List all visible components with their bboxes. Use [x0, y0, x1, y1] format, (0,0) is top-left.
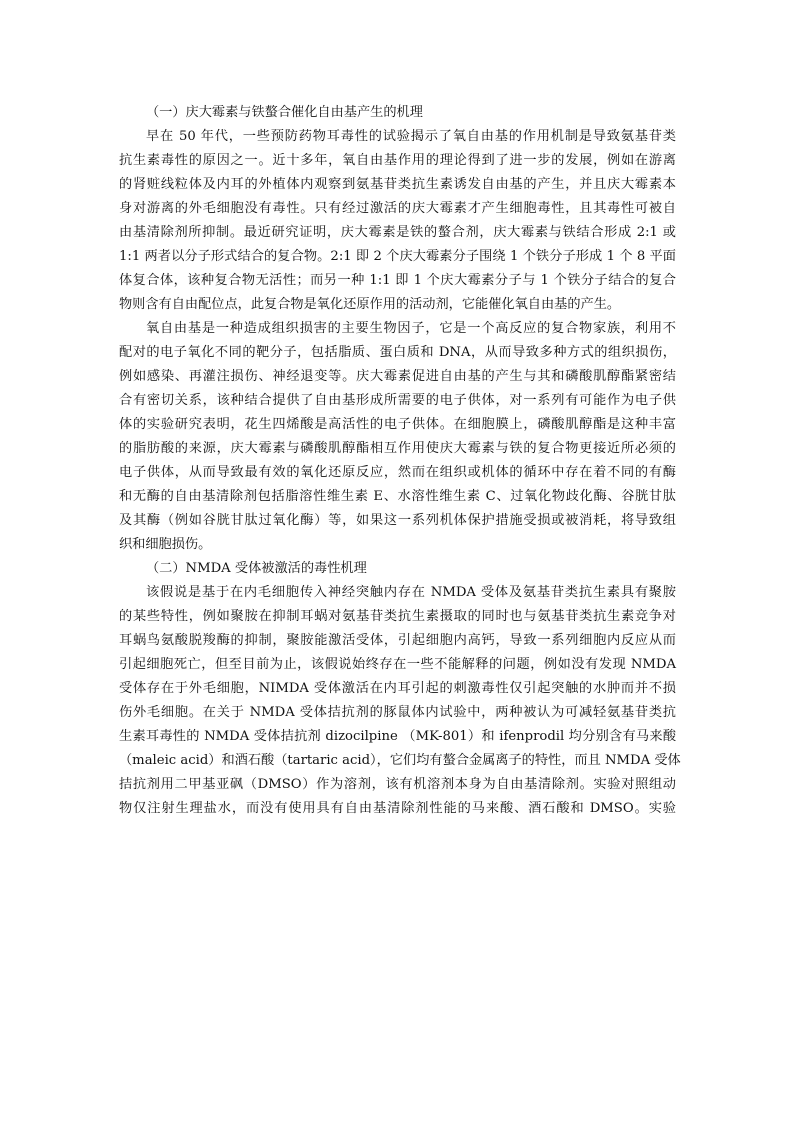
text-line: 伤外毛细胞。在关于 NMDA 受体拮抗剂的豚鼠体内试验中，两种被认为可减轻氨基苷类抗 [119, 705, 676, 720]
text-line: 早在 50 年代，一些预防药物耳毒性的试验揭示了氧自由基的作用机制是导致氨基苷类 [146, 129, 676, 144]
text-line: 生素耳毒性的 NMDA 受体拮抗剂 dizocilpine （MK-801）和 ifenprodil 均分别含有马来酸 [119, 729, 676, 744]
text-line: 抗生素毒性的原因之一。近十多年，氧自由基作用的理论得到了进一步的发展，例如在游离 [119, 153, 676, 168]
text-line: 的脂肪酸的来源，庆大霉素与磷酸肌醇酯相互作用使庆大霉素与铁的复合物更接近所必须的 [119, 441, 676, 456]
section-heading-2: （二）NMDA 受体被激活的毒性机理 [146, 561, 367, 576]
text-line: 及其酶（例如谷胱甘肽过氧化酶）等，如果这一系列机体保护措施受损或被消耗，将导致组 [119, 513, 676, 528]
text-line: （maleic acid）和酒石酸（tartaric acid），它们均有螯合金属离子的特性，而且 NMDA 受体 [119, 753, 681, 768]
text-line: 配对的电子氧化不同的靶分子，包括脂质、蛋白质和 DNA，从而导致多种方式的组织损伤， [119, 345, 676, 360]
text-line: 体复合体，该种复合物无活性；而另一种 1:1 即 1 个庆大霉素分子与 1 个铁分子结合的复合 [119, 273, 676, 288]
text-line: 电子供体，从而导致最有效的氧化还原反应，然而在组织或机体的循环中存在着不同的有酶 [119, 465, 676, 480]
text-line: 的某些特性，例如聚胺在抑制耳蜗对氨基苷类抗生素摄取的同时也与氨基苷类抗生素竞争对 [119, 609, 676, 624]
text-line: 的肾赃线粒体及内耳的外植体内观察到氨基苷类抗生素诱发自由基的产生，并且庆大霉素本 [119, 177, 676, 192]
text-line: 由基清除剂所抑制。最近研究证明，庆大霉素是铁的螯合剂，庆大霉素与铁结合形成 2:1 或 [119, 225, 676, 240]
text-line: 1:1 两者以分子形式结合的复合物。2:1 即 2 个庆大霉素分子围绕 1 个铁分子形成 1 个 8 平面 [119, 249, 676, 264]
text-line: 合有密切关系，该种结合提供了自由基形成所需要的电子供体，对一系列有可能作为电子供 [119, 393, 676, 408]
text-line: 受体存在于外毛细胞，NIMDA 受体激活在内耳引起的刺激毒性仅引起突触的水肿而并不损 [119, 681, 676, 696]
text-line: 织和细胞损伤。 [119, 537, 212, 552]
text-line: 和无酶的自由基清除剂包括脂溶性维生素 E、水溶性维生素 C、过氧化物歧化酶、谷胱甘肽 [119, 489, 676, 504]
paragraph-2 [119, 317, 676, 557]
text-line: 物仅注射生理盐水，而没有使用具有自由基清除剂性能的马来酸、酒石酸和 DMSO。实验 [119, 801, 676, 816]
document-page [119, 101, 681, 821]
text-line: 引起细胞死亡，但至目前为止，该假说始终存在一些不能解释的问题，例如没有发现 NMDA [119, 657, 676, 672]
text-line: 例如感染、再灌注损伤、神经退变等。庆大霉素促进自由基的产生与其和磷酸肌醇酯紧密结 [119, 369, 676, 384]
paragraph-3 [119, 581, 681, 821]
paragraph-1 [119, 125, 676, 317]
section-heading-1: （一）庆大霉素与铁螯合催化自由基产生的机理 [146, 105, 423, 120]
text-line: 体的实验研究表明，花生四烯酸是高活性的电子供体。在细胞膜上，磷酸肌醇酯是这种丰富 [119, 417, 676, 432]
text-line: 氧自由基是一种造成组织损害的主要生物因子，它是一个高反应的复合物家族，利用不 [146, 321, 676, 336]
text-line: 物则含有自由配位点，此复合物是氧化还原作用的活动剂，它能催化氧自由基的产生。 [119, 297, 621, 312]
text-line: 拮抗剂用二甲基亚砜（DMSO）作为溶剂，该有机溶剂本身为自由基清除剂。实验对照组动 [119, 777, 676, 792]
text-line: 身对游离的外毛细胞没有毒性。只有经过激活的庆大霉素才产生细胞毒性，且其毒性可被自 [119, 201, 676, 216]
text-line: 该假说是基于在内毛细胞传入神经突触内存在 NMDA 受体及氨基苷类抗生素具有聚胺 [146, 585, 676, 600]
text-line: 耳蜗鸟氨酸脱羧酶的抑制，聚胺能激活受体，引起细胞内高钙，导致一系列细胞内反应从而 [119, 633, 676, 648]
